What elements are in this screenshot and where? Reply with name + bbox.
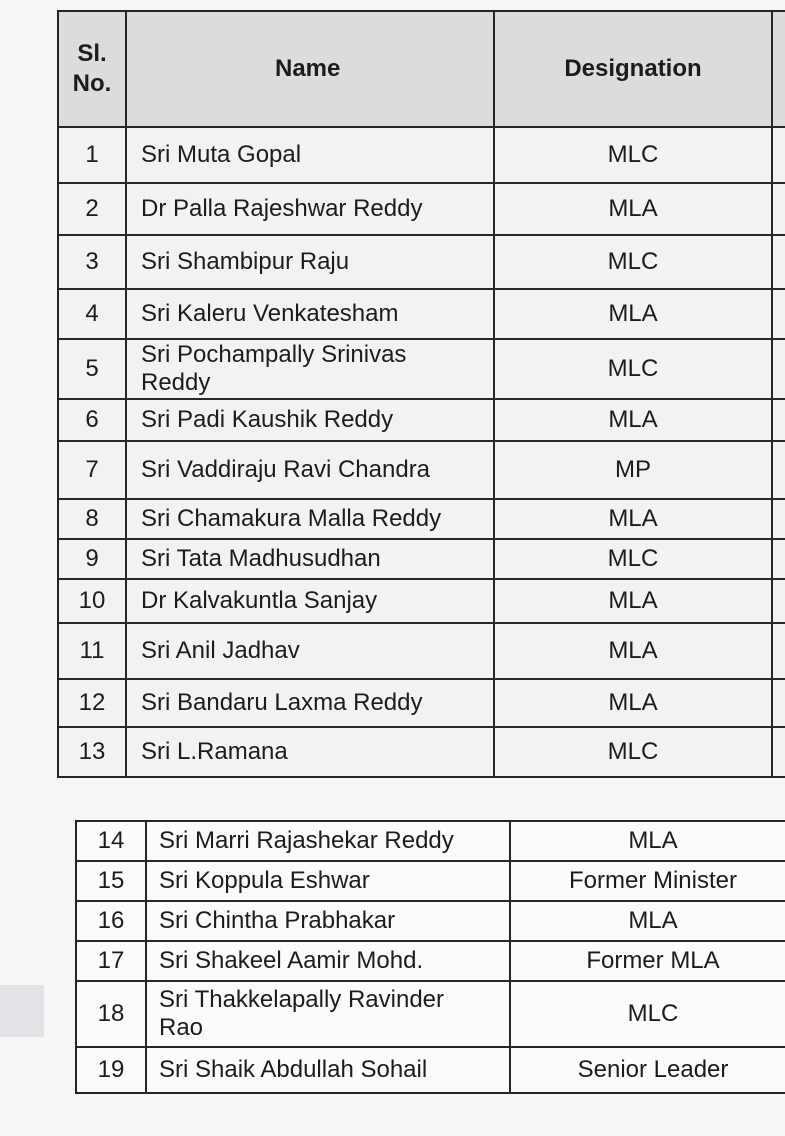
row-sl: 5 (58, 339, 126, 399)
row-extra (772, 399, 785, 441)
row-name: Sri Marri Rajashekar Reddy (146, 821, 510, 861)
table-row (58, 235, 785, 289)
table-row (76, 941, 785, 981)
row-sl: 9 (58, 539, 126, 579)
row-extra (772, 441, 785, 499)
row-sl: 15 (76, 861, 146, 901)
row-sl: 4 (58, 289, 126, 339)
row-extra (772, 579, 785, 623)
table-row (76, 981, 785, 1047)
row-sl: 17 (76, 941, 146, 981)
row-name: Sri Chintha Prabhakar (146, 901, 510, 941)
row-sl: 8 (58, 499, 126, 539)
row-name: Sri Kaleru Venkatesham (126, 289, 494, 339)
row-designation: MLC (494, 539, 772, 579)
row-name: Sri Tata Madhusudhan (126, 539, 494, 579)
row-name: Sri Chamakura Malla Reddy (126, 499, 494, 539)
table-row (58, 399, 785, 441)
table-row (58, 539, 785, 579)
table-row (58, 127, 785, 183)
row-extra (772, 339, 785, 399)
table-row (76, 821, 785, 861)
row-sl: 16 (76, 901, 146, 941)
row-sl: 13 (58, 727, 126, 777)
table-row (58, 727, 785, 777)
row-designation: MLC (510, 981, 785, 1047)
row-name: Sri Shakeel Aamir Mohd. (146, 941, 510, 981)
row-designation: MLA (494, 499, 772, 539)
row-name: Sri Shaik Abdullah Sohail (146, 1047, 510, 1093)
row-designation: MP (494, 441, 772, 499)
row-extra (772, 127, 785, 183)
table-row (58, 183, 785, 235)
row-name: Sri Thakkelapally Ravinder Rao (146, 981, 510, 1047)
row-sl: 14 (76, 821, 146, 861)
row-extra (772, 289, 785, 339)
row-designation: MLC (494, 235, 772, 289)
row-designation: MLC (494, 727, 772, 777)
row-designation: MLA (494, 679, 772, 727)
paper-shadow (0, 985, 44, 1037)
row-name: Sri Anil Jadhav (126, 623, 494, 679)
row-designation: MLA (494, 183, 772, 235)
row-sl: 11 (58, 623, 126, 679)
row-name: Sri Padi Kaushik Reddy (126, 399, 494, 441)
row-extra (772, 539, 785, 579)
table-row (76, 901, 785, 941)
header-extra-column (772, 11, 785, 127)
row-extra (772, 679, 785, 727)
table-row (58, 441, 785, 499)
table-row (58, 289, 785, 339)
row-name: Sri Vaddiraju Ravi Chandra (126, 441, 494, 499)
table-row (58, 339, 785, 399)
row-sl: 6 (58, 399, 126, 441)
row-sl: 3 (58, 235, 126, 289)
table-header-row (58, 11, 785, 127)
row-designation: MLA (494, 289, 772, 339)
row-name: Sri L.Ramana (126, 727, 494, 777)
row-name: Sri Koppula Eshwar (146, 861, 510, 901)
table-row (58, 623, 785, 679)
row-sl: 7 (58, 441, 126, 499)
row-extra (772, 727, 785, 777)
row-sl: 19 (76, 1047, 146, 1093)
row-designation: MLA (494, 579, 772, 623)
row-designation: MLC (494, 127, 772, 183)
row-name: Sri Muta Gopal (126, 127, 494, 183)
header-name: Name (126, 11, 494, 127)
row-designation: Former MLA (510, 941, 785, 981)
row-sl: 1 (58, 127, 126, 183)
row-designation: MLA (494, 623, 772, 679)
members-table-bottom (75, 820, 785, 1094)
row-extra (772, 499, 785, 539)
row-name: Dr Kalvakuntla Sanjay (126, 579, 494, 623)
row-designation: MLA (494, 399, 772, 441)
row-sl: 2 (58, 183, 126, 235)
row-extra (772, 183, 785, 235)
header-designation: Designation (494, 11, 772, 127)
row-designation: Former Minister (510, 861, 785, 901)
row-name: Sri Bandaru Laxma Reddy (126, 679, 494, 727)
row-extra (772, 235, 785, 289)
row-name: Sri Shambipur Raju (126, 235, 494, 289)
table-row (58, 579, 785, 623)
table-row (76, 861, 785, 901)
header-sl-no: Sl. No. (58, 11, 126, 127)
members-table-top (57, 10, 785, 778)
table-row (58, 499, 785, 539)
row-sl: 12 (58, 679, 126, 727)
row-sl: 10 (58, 579, 126, 623)
row-name: Sri Pochampally Srinivas Reddy (126, 339, 494, 399)
table-row (58, 679, 785, 727)
row-designation: Senior Leader (510, 1047, 785, 1093)
row-designation: MLA (510, 901, 785, 941)
table-row (76, 1047, 785, 1093)
row-sl: 18 (76, 981, 146, 1047)
row-name: Dr Palla Rajeshwar Reddy (126, 183, 494, 235)
row-designation: MLA (510, 821, 785, 861)
row-designation: MLC (494, 339, 772, 399)
row-extra (772, 623, 785, 679)
